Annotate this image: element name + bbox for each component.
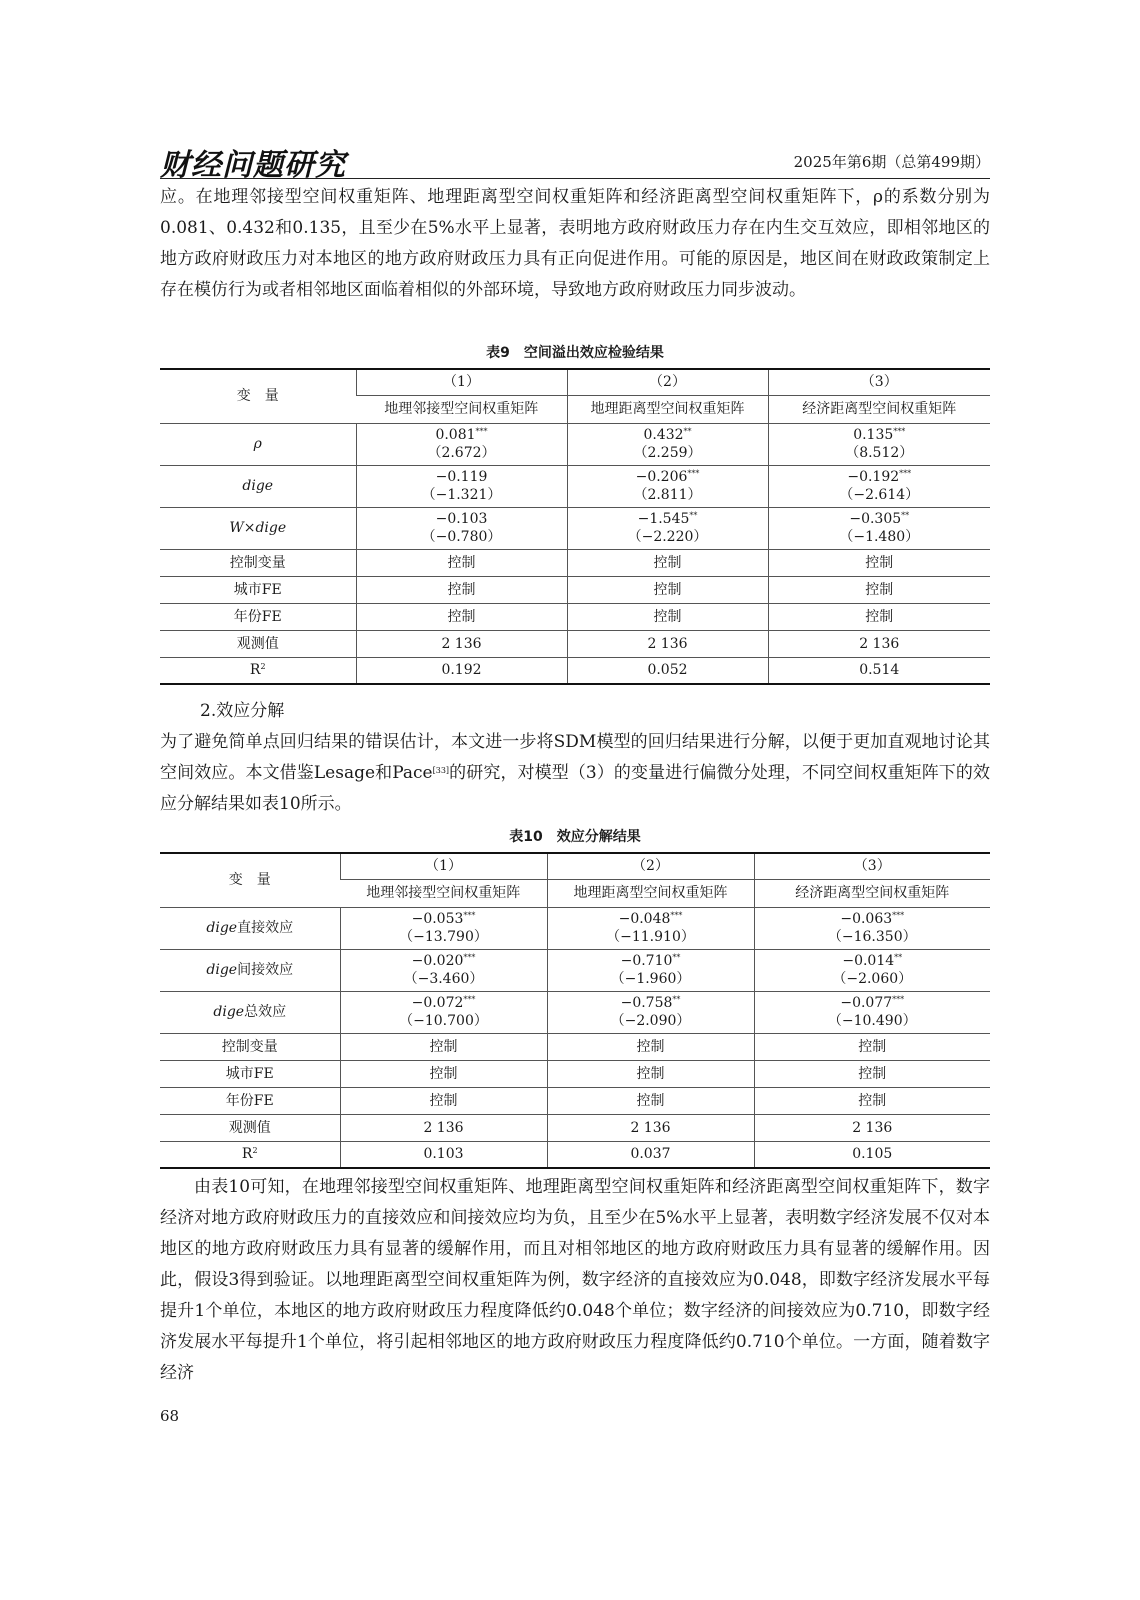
t-statistic: （2.259） [633,445,702,461]
coef-cell [356,507,567,549]
row-label: 年份FE [160,603,356,630]
table-row [160,576,990,603]
table9-var-header: 变 量 [160,369,356,423]
coef-line [755,994,991,1012]
table10-col3-num: （3） [754,853,990,879]
significance-stars: ** [672,953,681,962]
t-statistic: （−2.060） [832,971,913,987]
coef-line [548,994,754,1012]
r2-cell: 0.105 [754,1141,990,1168]
coef-line [769,510,991,528]
table9-col2-num: （2） [567,369,768,395]
table-cell: 2 136 [754,1114,990,1141]
table-cell: 控制 [547,1033,754,1060]
coef-value: 0.135 [853,427,894,443]
row-label [160,991,340,1033]
r2-label: R [249,662,261,679]
r2-cell: 0.514 [768,657,990,684]
r2-superscript: 2 [260,662,266,672]
coef-cell [754,991,990,1033]
table-cell: 控制 [356,576,567,603]
coef-value: −0.710 [620,953,673,969]
table10-var-header: 变 量 [160,853,340,907]
row-label [160,507,356,549]
page-header [160,140,990,183]
coef-line [568,468,768,486]
row-label: 城市FE [160,576,356,603]
significance-stars: ** [672,995,681,1004]
significance-stars: *** [892,911,905,920]
coef-cell [547,907,754,949]
coef-value: −0.053 [411,911,464,927]
paragraph-3: 由表10可知，在地理邻接型空间权重矩阵、地理距离型空间权重矩阵和经济距离型空间权重矩阵下，数字经济对地方政府财政压力的直接效应和间接效应均为负，且至少在5%水平上显著，表明数字经济发展不仅对本地区的地方政府财政压力具有显著的缓解作用，而且对相邻地区的地方政府财政压力具有显著的缓解作用。因此，假设3得到验证。以地理距离型空间权重矩阵为例，数字经济的直接效应为0.048，即数字经济发展水平每提升1个单位，本地区的地方政府财政压力程度降低约0.048个单位；数字经济的间接效应为0.710，即数字经济发展水平每提升1个单位，将引起相邻地区的地方政府财政压力程度降低约0.710个单位。一方面，随着数字经济 [160,1177,990,1383]
coef-line [548,952,754,970]
t-statistic: （−16.350） [827,929,917,945]
coef-cell [754,907,990,949]
coef-cell [340,907,547,949]
paragraph-1: 应。在地理邻接型空间权重矩阵、地理距离型空间权重矩阵和经济距离型空间权重矩阵下，ρ的系数分别为0.081、0.432和0.135，且至少在5%水平上显著，表明地方政府财政压力存在内生交互效应，即相邻地区的地方政府财政压力对本地区的地方政府财政压力具有正向促进作用。可能的原因是，地区间在财政政策制定上存在模仿行为或者相邻地区面临着相似的外部环境，导致地方政府财政压力同步波动。 [160,187,990,300]
row-label: 控制变量 [160,549,356,576]
table-row-r2 [160,657,990,684]
table-cell: 2 136 [567,630,768,657]
coef-line [755,952,991,970]
table-cell: 2 136 [340,1114,547,1141]
coef-value: −0.063 [840,911,893,927]
coef-cell [768,507,990,549]
table-cell: 控制 [547,1087,754,1114]
r2-superscript: 2 [252,1146,258,1156]
table-row [160,465,990,507]
row-label [160,1141,340,1168]
table-row [160,630,990,657]
coef-line [769,468,991,486]
coef-cell [567,507,768,549]
coef-line [568,426,768,444]
coef-line [341,994,547,1012]
row-label: 观测值 [160,630,356,657]
significance-stars: ** [894,953,903,962]
table-cell: 2 136 [547,1114,754,1141]
coef-value: −0.192 [847,469,900,485]
coef-line [548,910,754,928]
table-cell: 控制 [340,1060,547,1087]
table10-col2-name: 地理距离型空间权重矩阵 [547,879,754,907]
table-row [160,991,990,1033]
t-statistic: （−2.220） [627,529,708,545]
table-row [160,1114,990,1141]
row-label-text: W×dige [229,520,287,536]
table10-col2-num: （2） [547,853,754,879]
row-label-var: dige [206,920,238,936]
r2-cell: 0.052 [567,657,768,684]
row-label: 控制变量 [160,1033,340,1060]
coef-line [341,952,547,970]
citation-33: [33] [432,766,450,775]
coef-cell [567,423,768,465]
table-cell: 2 136 [768,630,990,657]
t-statistic: （−11.910） [606,929,695,945]
row-label-var: dige [213,1004,245,1020]
table-cell: 2 136 [356,630,567,657]
table-row [160,949,990,991]
coef-cell [754,949,990,991]
t-statistic: （−1.321） [421,487,502,503]
row-label [160,423,356,465]
row-label [160,949,340,991]
coef-cell [768,423,990,465]
section-heading: 2.效应分解 [200,701,285,721]
table9-col3-num: （3） [768,369,990,395]
table-cell: 控制 [768,576,990,603]
significance-stars: ** [683,427,692,436]
table10-col1-num: （1） [340,853,547,879]
significance-stars: *** [463,995,476,1004]
row-label-text: dige [242,478,274,494]
table-cell: 控制 [356,603,567,630]
table-cell: 控制 [567,549,768,576]
table-cell: 控制 [754,1060,990,1087]
table-cell: 控制 [768,603,990,630]
paragraph-2 [160,727,990,820]
table10-col3-name: 经济距离型空间权重矩阵 [754,879,990,907]
row-label: 观测值 [160,1114,340,1141]
coef-cell [340,949,547,991]
significance-stars: *** [463,911,476,920]
t-statistic: （−1.480） [839,529,920,545]
table-row [160,1033,990,1060]
coef-value: −0.020 [411,953,464,969]
page-number: 68 [160,1407,180,1425]
significance-stars: *** [670,911,683,920]
t-statistic: （−3.460） [403,971,484,987]
table9-col2-name: 地理距离型空间权重矩阵 [567,395,768,423]
significance-stars: ** [689,511,698,520]
coef-cell [340,991,547,1033]
coef-cell [547,949,754,991]
row-label [160,657,356,684]
significance-stars: *** [892,995,905,1004]
significance-stars: *** [463,953,476,962]
r2-cell: 0.037 [547,1141,754,1168]
table-cell: 控制 [340,1087,547,1114]
table-cell: 控制 [547,1060,754,1087]
coef-value: −0.758 [620,995,673,1011]
table9-col1-name: 地理邻接型空间权重矩阵 [356,395,567,423]
t-statistic: （−2.614） [839,487,920,503]
table10 [160,852,990,1169]
journal-logo: 财经问题研究 [160,148,346,183]
significance-stars: *** [893,427,906,436]
table-row [160,1060,990,1087]
coef-value: −0.103 [435,511,488,527]
paragraph-2-text-end: 的研究，对模型（3）的变量进行偏微分处理，不同空间权重矩阵下的效应分解结果如表10所示。 [160,763,990,814]
table-row [160,507,990,549]
table-cell: 控制 [356,549,567,576]
t-statistic: （−2.090） [610,1013,691,1029]
r2-label: R [241,1146,253,1163]
row-label-text: 间接效应 [237,962,294,978]
table-cell: 控制 [754,1087,990,1114]
coef-value: 0.432 [643,427,684,443]
table-cell: 控制 [754,1033,990,1060]
coef-line [341,910,547,928]
coef-value: −0.119 [435,469,488,485]
coef-line [357,426,567,444]
r2-cell: 0.192 [356,657,567,684]
coef-value: 0.081 [435,427,476,443]
row-label-text: ρ [253,436,262,452]
coef-value: −0.206 [635,469,688,485]
coef-value: −0.014 [842,953,895,969]
table-row [160,907,990,949]
significance-stars: *** [475,427,488,436]
r2-cell: 0.103 [340,1141,547,1168]
significance-stars: *** [899,469,912,478]
table-cell: 控制 [567,576,768,603]
row-label: 城市FE [160,1060,340,1087]
coef-value: −0.072 [411,995,464,1011]
coef-cell [547,991,754,1033]
coef-line [769,426,991,444]
row-label-text: 直接效应 [237,920,294,936]
t-statistic: （8.512） [845,445,914,461]
coef-line [357,468,567,486]
table9-col3-name: 经济距离型空间权重矩阵 [768,395,990,423]
coef-value: −1.545 [637,511,690,527]
table-cell: 控制 [567,603,768,630]
table-cell: 控制 [340,1033,547,1060]
row-label: 年份FE [160,1087,340,1114]
coef-cell [356,465,567,507]
t-statistic: （−10.700） [399,1013,488,1029]
table9 [160,368,990,685]
t-statistic: （2.672） [427,445,496,461]
issue-info: 2025年第6期（总第499期） [793,153,990,171]
row-label-var: dige [206,962,238,978]
coef-line [568,510,768,528]
row-label [160,465,356,507]
coef-value: −0.048 [618,911,671,927]
t-statistic: （2.811） [633,487,702,503]
table10-col1-name: 地理邻接型空间权重矩阵 [340,879,547,907]
coef-value: −0.305 [849,511,902,527]
table9-caption: 表9 空间溢出效应检验结果 [486,345,664,361]
coef-cell [567,465,768,507]
t-statistic: （−1.960） [610,971,691,987]
table-row [160,603,990,630]
table-cell: 控制 [768,549,990,576]
significance-stars: ** [901,511,910,520]
significance-stars: *** [687,469,700,478]
coef-cell [768,465,990,507]
row-label-text: 总效应 [244,1004,287,1020]
table-row-r2 [160,1141,990,1168]
row-label [160,907,340,949]
t-statistic: （−10.490） [827,1013,917,1029]
table10-caption: 表10 效应分解结果 [509,829,641,845]
coef-cell [356,423,567,465]
coef-value: −0.077 [840,995,893,1011]
t-statistic: （−0.780） [421,529,502,545]
coef-line [755,910,991,928]
table-row [160,1087,990,1114]
table-row [160,549,990,576]
table9-col1-num: （1） [356,369,567,395]
coef-line [357,510,567,528]
t-statistic: （−13.790） [399,929,488,945]
table-row [160,423,990,465]
paragraph-2-text: 为了避免简单点回归结果的错误估计，本文进一步将SDM模型的回归结果进行分解，以便于更加直观地讨论其空间效应。本文借鉴Lesage和Pace [160,732,990,783]
